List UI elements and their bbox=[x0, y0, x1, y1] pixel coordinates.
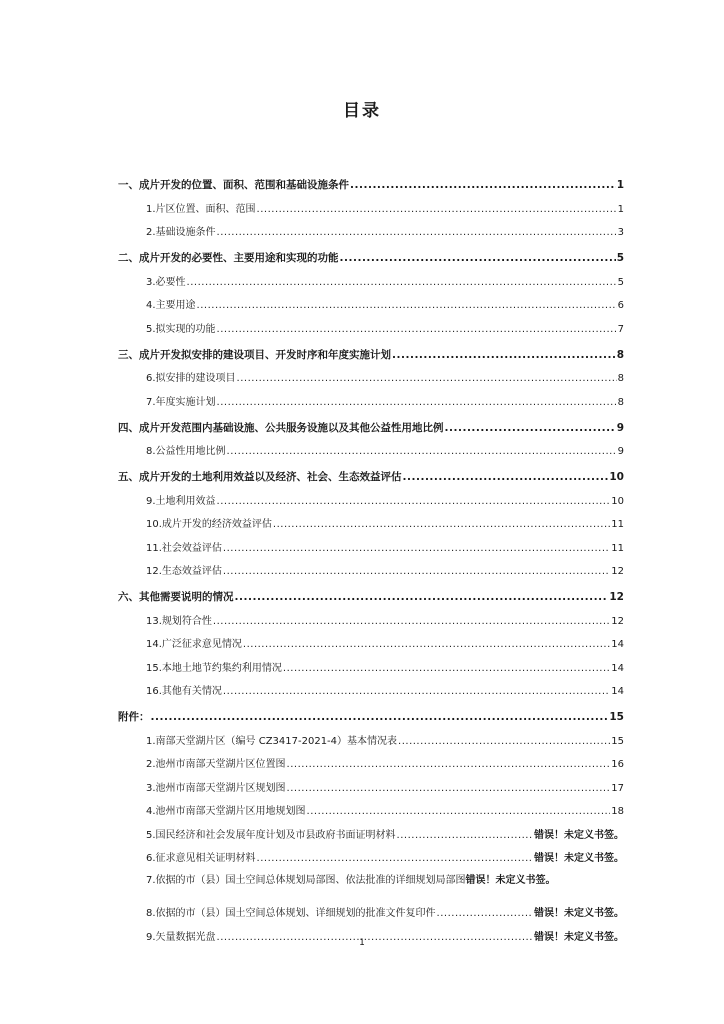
toc-entry-label: 9.土地利用效益 bbox=[146, 495, 216, 507]
toc-dot-leader bbox=[437, 907, 533, 920]
toc-entry-page: 14 bbox=[611, 639, 624, 650]
toc-entry-page: 5 bbox=[617, 276, 624, 288]
toc-entry-page: 12 bbox=[611, 566, 624, 577]
toc-section-entry[interactable] bbox=[118, 748, 624, 772]
toc-section-entry[interactable] bbox=[118, 435, 624, 459]
toc-dot-leader bbox=[243, 638, 610, 651]
toc-entry-page: 14 bbox=[611, 662, 624, 674]
toc-dot-leader bbox=[350, 179, 616, 192]
toc-entry-label: 13.规划符合性 bbox=[146, 615, 212, 627]
toc-entry-label: 3.池州市南部天堂湖片区规划图 bbox=[146, 782, 286, 794]
toc-entry-page: 10 bbox=[611, 495, 624, 507]
toc-entry-label: 7.年度实施计划 bbox=[146, 396, 216, 408]
toc-dot-leader bbox=[197, 299, 617, 312]
toc-dot-leader bbox=[151, 711, 609, 724]
toc-entry-page: 6 bbox=[617, 300, 624, 311]
toc-dot-leader bbox=[340, 252, 616, 265]
toc-entry-page: 11 bbox=[611, 519, 624, 530]
toc-entry-page: 17 bbox=[611, 782, 624, 794]
toc-entry-label: 2.池州市南部天堂湖片区位置图 bbox=[146, 759, 286, 770]
toc-dot-leader bbox=[307, 805, 611, 818]
toc-dot-leader bbox=[257, 203, 617, 216]
toc-entry-label: 6.拟安排的建设项目 bbox=[146, 373, 236, 384]
toc-entry-page: 18 bbox=[611, 806, 624, 817]
page-title: 目录 bbox=[343, 101, 381, 121]
toc-section-entry[interactable] bbox=[118, 312, 624, 336]
toc-dot-leader bbox=[403, 471, 609, 484]
toc-entry-label: 8.公益性用地比例 bbox=[146, 446, 226, 457]
toc-dot-leader bbox=[445, 422, 616, 435]
toc-chapter-entry[interactable] bbox=[118, 338, 624, 362]
toc-section-entry[interactable] bbox=[118, 362, 624, 386]
toc-entry-label: 5.国民经济和社会发展年度计划及市县政府书面证明材料 bbox=[146, 829, 396, 841]
toc-entry-label: 四、成片开发范围内基础设施、公共服务设施以及其他公益性用地比例 bbox=[118, 421, 444, 434]
toc-entry-page: 错误！未定义书签。 bbox=[534, 908, 624, 919]
toc-entry-page: 11 bbox=[611, 542, 624, 554]
toc-section-entry[interactable] bbox=[118, 771, 624, 795]
toc-entry-page: 1 bbox=[617, 203, 624, 215]
toc-entry-page: 12 bbox=[609, 591, 624, 603]
toc-dot-leader bbox=[397, 829, 533, 842]
toc-dot-leader bbox=[392, 349, 616, 362]
toc-dot-leader bbox=[227, 445, 617, 458]
toc-entry-page: 1 bbox=[616, 179, 624, 191]
toc-dot-leader bbox=[223, 565, 610, 578]
toc-section-entry[interactable] bbox=[118, 897, 624, 921]
toc-section-entry[interactable] bbox=[118, 289, 624, 313]
toc-entry-page: 错误！未定义书签。 bbox=[534, 931, 624, 943]
toc-entry-page: 错误！未定义书签。 bbox=[465, 875, 556, 886]
toc-entry-page: 9 bbox=[616, 421, 624, 434]
toc-entry-label: 4.主要用途 bbox=[146, 300, 196, 311]
toc-entry-page: 错误！未定义书签。 bbox=[534, 853, 624, 864]
page-number: 1 bbox=[359, 938, 365, 948]
toc-entry-label: 14.广泛征求意见情况 bbox=[146, 639, 242, 650]
toc-dot-leader bbox=[257, 852, 533, 865]
toc-entry-label: 六、其他需要说明的情况 bbox=[118, 591, 234, 603]
toc-entry-page: 3 bbox=[617, 227, 624, 238]
toc-dot-leader bbox=[217, 226, 617, 239]
toc-section-entry[interactable] bbox=[118, 865, 624, 897]
toc-dot-leader bbox=[283, 662, 610, 675]
toc-chapter-entry[interactable] bbox=[118, 411, 624, 435]
toc-dot-leader bbox=[213, 615, 610, 628]
toc-entry-label: 11.社会效益评估 bbox=[146, 542, 222, 554]
toc-section-entry[interactable] bbox=[118, 216, 624, 240]
toc-entry-page: 错误！未定义书签。 bbox=[534, 829, 624, 841]
toc-chapter-entry[interactable] bbox=[118, 700, 624, 724]
toc-section-entry[interactable] bbox=[118, 795, 624, 819]
toc-dot-leader bbox=[223, 542, 610, 555]
toc-entry-label: 4.池州市南部天堂湖片区用地规划图 bbox=[146, 806, 306, 817]
toc-entry-label: 8.依据的市（县）国土空间总体规划、详细规划的批准文件复印件 bbox=[146, 908, 436, 919]
toc-section-entry[interactable] bbox=[118, 604, 624, 628]
toc-entry-page: 8 bbox=[616, 348, 624, 361]
toc-entry-label: 三、成片开发拟安排的建设项目、开发时序和年度实施计划 bbox=[118, 348, 391, 361]
toc-entry-label: 6.征求意见相关证明材料 bbox=[146, 853, 256, 864]
toc-entry-page: 9 bbox=[617, 446, 624, 457]
toc-chapter-entry[interactable] bbox=[118, 460, 624, 484]
toc-entry-label: 二、成片开发的必要性、主要用途和实现的功能 bbox=[118, 252, 339, 264]
toc-entry-page: 16 bbox=[611, 759, 624, 770]
toc-section-entry[interactable] bbox=[118, 724, 624, 748]
toc-section-entry[interactable] bbox=[118, 675, 624, 699]
toc-dot-leader bbox=[398, 735, 610, 748]
toc-dot-leader bbox=[235, 591, 609, 604]
toc-section-entry[interactable] bbox=[118, 531, 624, 555]
table-of-contents bbox=[118, 168, 624, 944]
toc-dot-leader bbox=[217, 495, 611, 508]
toc-dot-leader bbox=[217, 323, 617, 336]
toc-section-entry[interactable] bbox=[118, 842, 624, 866]
toc-entry-page: 14 bbox=[611, 686, 624, 697]
toc-entry-page: 8 bbox=[617, 396, 624, 408]
toc-entry-label: 3.必要性 bbox=[146, 276, 186, 288]
toc-entry-label: 一、成片开发的位置、面积、范围和基础设施条件 bbox=[118, 179, 349, 191]
toc-dot-leader bbox=[223, 685, 610, 698]
toc-entry-label: 9.矢量数据光盘 bbox=[146, 931, 216, 943]
toc-dot-leader bbox=[273, 518, 610, 531]
toc-entry-page: 15 bbox=[611, 735, 624, 747]
toc-section-entry[interactable] bbox=[118, 508, 624, 532]
toc-entry-page: 10 bbox=[609, 471, 624, 483]
toc-entry-label: 10.成片开发的经济效益评估 bbox=[146, 519, 272, 530]
toc-entry-label: 12.生态效益评估 bbox=[146, 566, 222, 577]
toc-section-entry[interactable] bbox=[118, 651, 624, 675]
toc-dot-leader bbox=[287, 782, 611, 795]
toc-section-entry[interactable] bbox=[118, 818, 624, 842]
toc-chapter-entry[interactable] bbox=[118, 580, 624, 604]
toc-entry-page: 7 bbox=[617, 323, 624, 335]
toc-entry-label: 2.基础设施条件 bbox=[146, 227, 216, 238]
toc-entry-page: 5 bbox=[616, 252, 624, 264]
toc-chapter-entry[interactable] bbox=[118, 168, 624, 192]
toc-entry-page: 8 bbox=[617, 373, 624, 384]
toc-entry-label: 1.片区位置、面积、范围 bbox=[146, 203, 256, 215]
toc-section-entry[interactable] bbox=[118, 192, 624, 216]
toc-entry-label: 五、成片开发的土地利用效益以及经济、社会、生态效益评估 bbox=[118, 471, 402, 483]
toc-entry-label: 1.南部天堂湖片区（编号 CZ3417-2021-4）基本情况表 bbox=[146, 735, 398, 747]
toc-dot-leader bbox=[237, 372, 617, 385]
toc-entry-label: 7.依据的市（县）国土空间总体规划局部图、依法批准的详细规划局部图 bbox=[146, 875, 466, 886]
toc-entry-label: 15.本地土地节约集约利用情况 bbox=[146, 662, 282, 674]
toc-dot-leader bbox=[287, 758, 611, 771]
toc-chapter-entry[interactable] bbox=[118, 241, 624, 265]
toc-section-entry[interactable] bbox=[118, 484, 624, 508]
toc-dot-leader bbox=[217, 396, 617, 409]
toc-entry-page: 12 bbox=[611, 615, 624, 627]
toc-entry-label: 5.拟实现的功能 bbox=[146, 323, 216, 335]
toc-section-entry[interactable] bbox=[118, 628, 624, 652]
toc-section-entry[interactable] bbox=[118, 555, 624, 579]
toc-section-entry[interactable] bbox=[118, 385, 624, 409]
toc-entry-label: 附件： bbox=[118, 711, 150, 723]
toc-section-entry[interactable] bbox=[118, 265, 624, 289]
toc-entry-page: 15 bbox=[609, 711, 624, 723]
toc-entry-label: 16.其他有关情况 bbox=[146, 686, 222, 697]
toc-dot-leader bbox=[187, 276, 617, 289]
